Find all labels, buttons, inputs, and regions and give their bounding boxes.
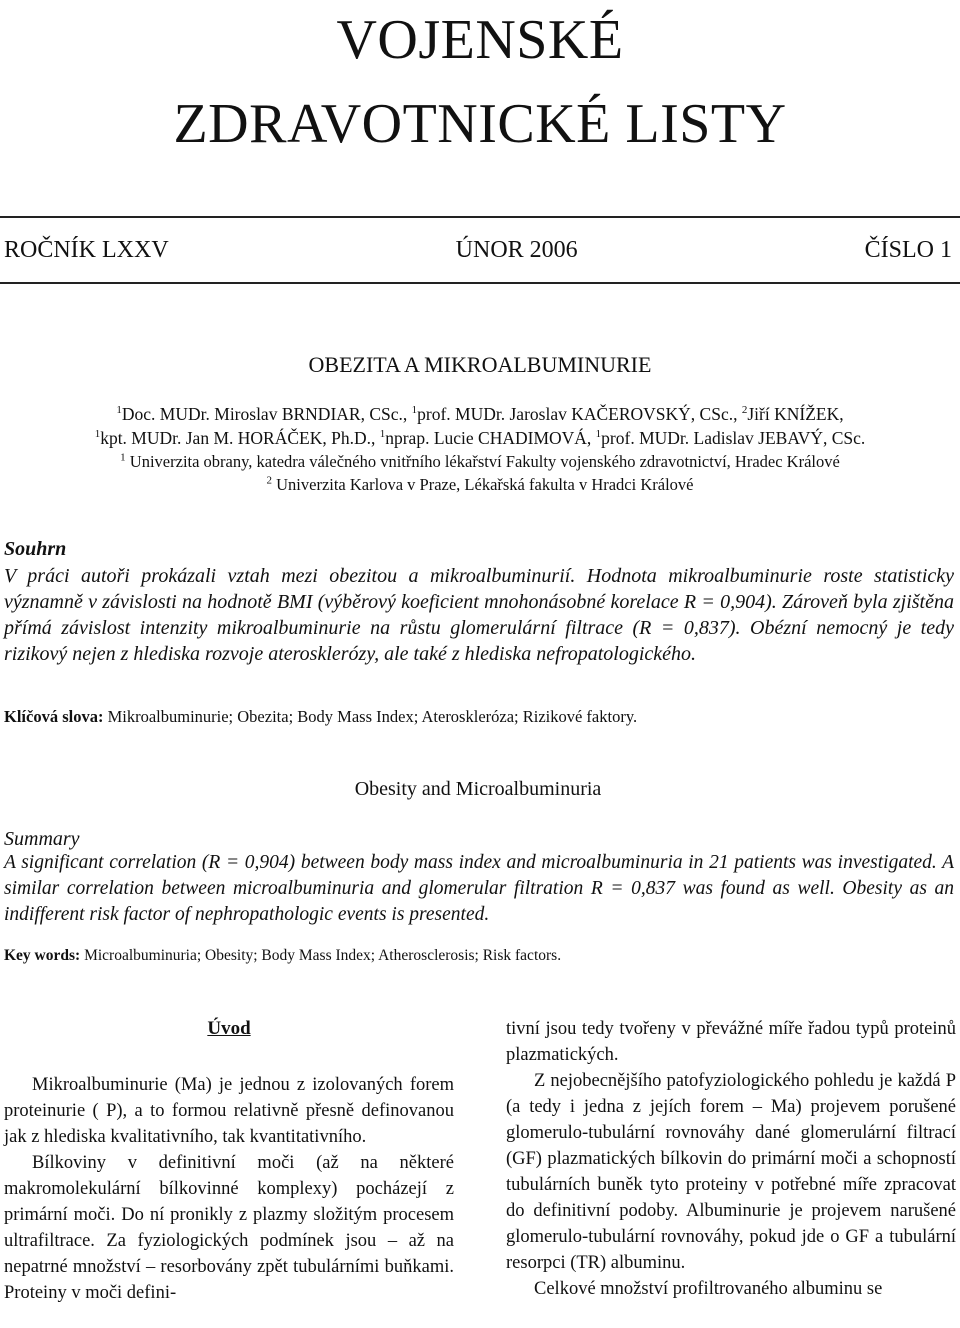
- author-name: nprap. Lucie CHADIMOVÁ,: [385, 428, 596, 448]
- author-sup: 2: [741, 404, 748, 417]
- affiliation-sup: 2: [266, 474, 272, 487]
- affiliation-text: Univerzita Karlova v Praze, Lékařská fakulta v Hradci Králové: [276, 475, 694, 494]
- masthead-rule-top: [0, 216, 960, 218]
- author-sup: 1: [94, 428, 101, 441]
- paragraph: Mikroalbuminurie (Ma) je jednou z izolovaných forem proteinurie ( P), a to formou relativně přesně definovanou jak z hlediska kvalitativního, tak kvantitativního.: [4, 1075, 454, 1147]
- affiliation-2: [0, 474, 960, 495]
- keywords-label: Key words:: [4, 947, 81, 964]
- body-column-left: [4, 1016, 454, 1306]
- author-sup: 1: [595, 428, 602, 441]
- issue-number: ČÍSLO 1: [864, 236, 952, 263]
- issue-date: ÚNOR 2006: [455, 236, 578, 263]
- affiliation-text: Univerzita obrany, katedra válečného vnitřního lékařství Fakulty vojenského zdravotnictví, Hradec Králové: [129, 452, 840, 471]
- author-name: prof. MUDr. Ladislav JEBAVÝ, CSc.: [601, 428, 866, 448]
- keywords-list: Microalbuminuria; Obesity; Body Mass Index; Atherosclerosis; Risk factors.: [84, 947, 562, 964]
- authors-line-2: [0, 428, 960, 449]
- affiliation-sup: 1: [120, 451, 126, 464]
- author-name: kpt. MUDr. Jan M. HORÁČEK, Ph.D.,: [100, 428, 380, 448]
- affiliation-1: [0, 451, 960, 472]
- paragraph: Bílkoviny v definitivní moči (až na některé makromolekulární bílkovinné komplexy) pocházejí z primární moči. Do ní pronikly z plazmy složitým procesem ultrafiltrace. Za fyziologických podmínek jsou – až na nepatrné množství – resorbovány zpět tubulárními buňkami. Proteiny v moči defini-: [4, 1153, 454, 1303]
- paragraph: Z nejobecnějšího patofyziologického pohledu je každá P (a tedy i jedna z jejích forem – Ma) projevem porušené glomerulo-tubulární rovnováhy dané glomerulární filtrací (GF) plazmatických bílkovin do primární moči a schopností tubulárních buněk tyto proteiny v potřebné míře zpracovat do definitivní podoby. Albuminurie je projevem narušené glomerulo-tubulární rovnováhy, pokud jde o GF a tubulární resorpci (TR) albuminu.: [506, 1071, 956, 1273]
- author-name: Jiří KNÍŽEK,: [747, 404, 844, 424]
- keywords-en: [4, 945, 954, 967]
- paragraph: Celkové množství profiltrovaného albuminu se: [534, 1279, 883, 1299]
- author-name: Doc. MUDr. Miroslav BRNDIAR, CSc.,: [121, 404, 412, 424]
- keywords-list: Mikroalbuminurie; Obezita; Body Mass Index; Ateroskleróza; Rizikové faktory.: [107, 707, 638, 726]
- journal-title-line1: VOJENSKÉ: [336, 9, 624, 71]
- section-heading: Úvod: [207, 1018, 251, 1039]
- author-sup: 1: [116, 404, 122, 417]
- masthead-rule-bottom: [0, 282, 960, 284]
- author-name: prof. MUDr. Jaroslav KAČEROVSKÝ, CSc.,: [417, 404, 742, 424]
- abstract-heading-cz: Souhrn: [4, 538, 67, 560]
- keywords-cz: [4, 706, 954, 728]
- body-column-right: [506, 1016, 956, 1302]
- author-sup: 1: [379, 428, 386, 441]
- abstract-heading-en: Summary: [4, 828, 80, 850]
- paragraph-continuation: tivní jsou tedy tvořeny v převážné míře řadou typů proteinů plazmatických.: [506, 1019, 956, 1065]
- article-title: OBEZITA A MIKROALBUMINURIE: [308, 352, 652, 377]
- journal-title-line2: ZDRAVOTNICKÉ LISTY: [173, 93, 787, 155]
- authors-line-1: [0, 404, 960, 425]
- english-title: Obesity and Microalbuminuria: [354, 778, 602, 800]
- abstract-text-cz: V práci autoři prokázali vztah mezi obezitou a mikroalbuminurií. Hodnota mikroalbuminurie roste statisticky významně v závislosti na hodnotě BMI (výběrový koeficient mnohonásobné korelace R = 0,904). Zároveň byla zjištěna přímá závislost intenzity mikroalbuminurie na růstu glomerulární filtrace (R = 0,837). Obézní nemocný je tedy rizikový nejen z hlediska rozvoje aterosklerózy, ale také z hlediska nefropatologického.: [4, 565, 954, 665]
- abstract-text-en: A significant correlation (R = 0,904) between body mass index and microalbuminuria in 21 patients was investigated. A similar correlation between microalbuminuria and glomerular filtration R = 0,837 was found as well. Obesity as an indifferent risk factor of nephropathologic events is presented.: [4, 852, 954, 925]
- keywords-label: Klíčová slova:: [4, 707, 104, 726]
- issue-info: [4, 228, 952, 272]
- author-sup: 1: [411, 404, 418, 417]
- volume-label: ROČNÍK LXXV: [4, 236, 169, 263]
